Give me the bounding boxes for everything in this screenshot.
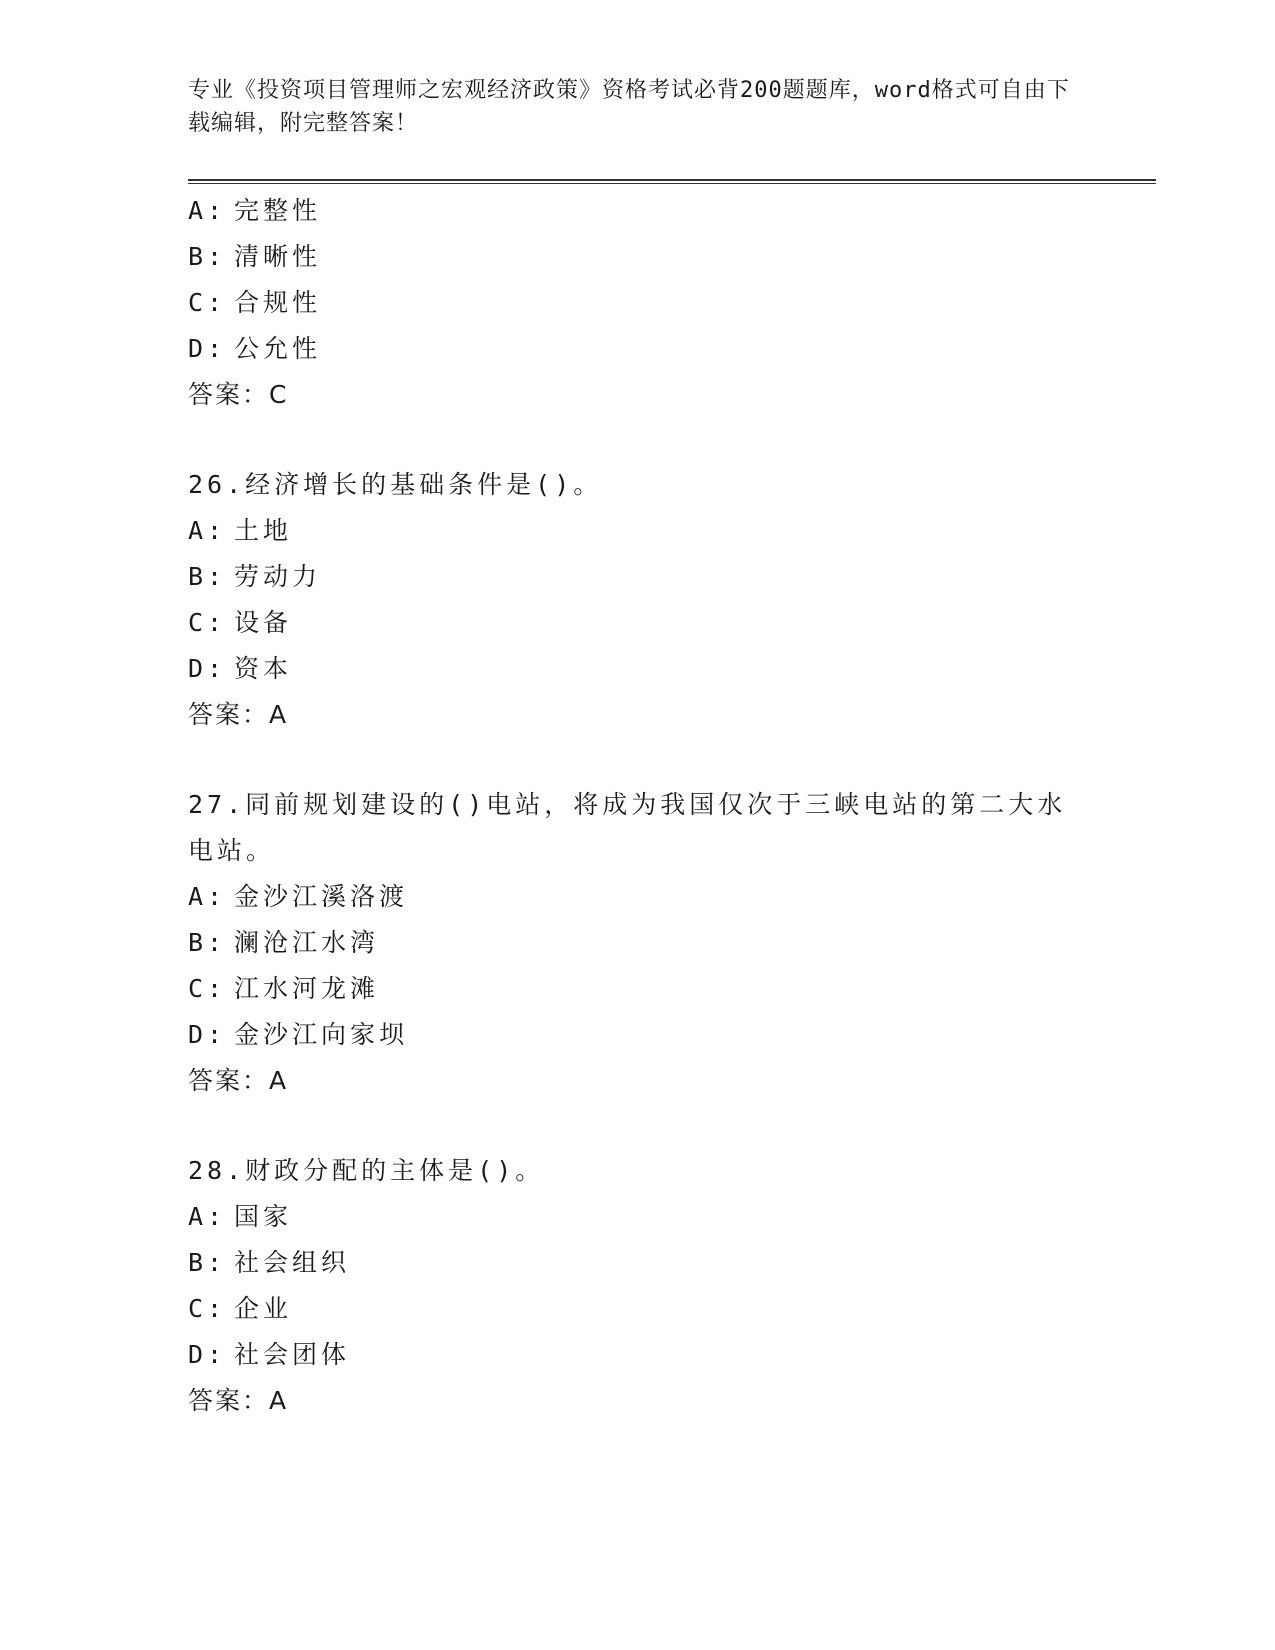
option-c: C: 企业 — [188, 1294, 293, 1323]
answer-line: 答案：A — [188, 1066, 289, 1095]
question-block-27 — [188, 782, 1148, 1104]
question-text: 27.同前规划建设的()电站，将成为我国仅次于三峡电站的第二大水电站。 — [188, 790, 1067, 865]
option-d: D: 资本 — [188, 654, 293, 683]
option-b: B: 劳动力 — [188, 562, 322, 591]
option-a: A: 土地 — [188, 516, 293, 545]
option-b: B: 清晰性 — [188, 242, 322, 271]
answer-line: 答案：A — [188, 1386, 289, 1415]
option-c: C: 合规性 — [188, 288, 322, 317]
option-a: A: 金沙江溪洛渡 — [188, 882, 409, 911]
question-text: 28.财政分配的主体是()。 — [188, 1156, 545, 1185]
answer-line: 答案：A — [188, 700, 289, 729]
answer-line: 答案：C — [188, 380, 289, 409]
option-b: B: 澜沧江水湾 — [188, 928, 380, 957]
document-body — [188, 188, 1148, 1424]
option-d: D: 社会团体 — [188, 1340, 351, 1369]
question-block-26 — [188, 462, 1148, 738]
option-c: C: 江水河龙滩 — [188, 974, 380, 1003]
question-block-28 — [188, 1148, 1148, 1424]
question-text: 26.经济增长的基础条件是()。 — [188, 470, 603, 499]
option-c: C: 设备 — [188, 608, 293, 637]
question-block-continued — [188, 188, 1148, 418]
option-d: D: 金沙江向家坝 — [188, 1020, 409, 1049]
option-b: B: 社会组织 — [188, 1248, 351, 1277]
option-d: D: 公允性 — [188, 334, 322, 363]
option-a: A: 完整性 — [188, 196, 322, 225]
document-title: 专业《投资项目管理师之宏观经济政策》资格考试必背200题题库，word格式可自由下载编辑，附完整答案！ — [188, 78, 1070, 136]
option-a: A: 国家 — [188, 1202, 293, 1231]
header-divider — [188, 179, 1156, 184]
